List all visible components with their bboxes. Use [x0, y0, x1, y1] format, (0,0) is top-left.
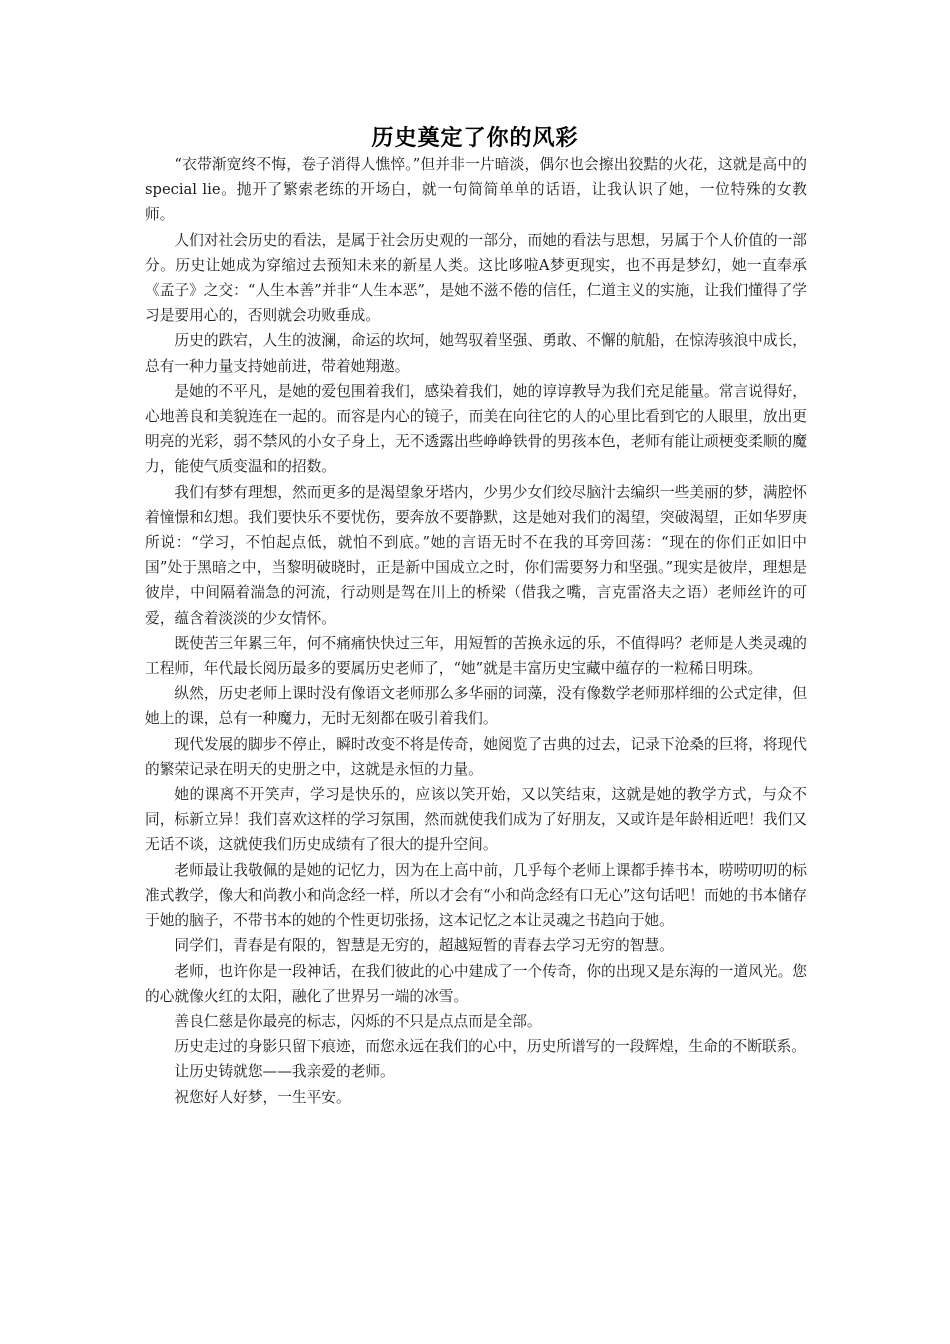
paragraph: 纵然，历史老师上课时没有像语文老师那么多华丽的词藻，没有像数学老师那样细的公式定律，但她上的课，总有一种魔力，无时无刻都在吸引着我们。 — [145, 685, 807, 728]
paragraph: 她的课离不开笑声，学习是快乐的，应该以笑开始，又以笑结束，这就是她的教学方式，与众不同，标新立异！我们喜欢这样的学习氛围，然而就使我们成为了好朋友，又或许是年龄相近吧！我们又无话不谈，这就使我们历史成绩有了很大的提升空间。 — [145, 786, 807, 854]
paragraph: 是她的不平凡，是她的爱包围着我们，感染着我们，她的谆谆教导为我们充足能量。常言说得好，心地善良和美貌连在一起的。而容是内心的镜子，而美在向往它的人的心里比看到它的人眼里，放出更明亮的光彩，弱不禁风的小女子身上，无不透露出些峥峥铁骨的男孩本色，老师有能让顽梗变柔顺的魔力，能使气质变温和的招数。 — [145, 382, 807, 476]
paragraph: 历史走过的身影只留下痕迹，而您永远在我们的心中，历史所谱写的一段辉煌，生命的不断联系。 — [174, 1038, 806, 1056]
paragraph: “衣带渐宽终不悔，卷子消得人憔悴。”但并非一片暗淡，偶尔也会擦出狡黠的火花，这就是高中的special lie。抛开了繁索老练的开场白，就一句简简单单的话语，让我认识了她，一位特殊的女教师。 — [145, 156, 807, 224]
document-body — [145, 152, 807, 1110]
paragraph: 让历史铸就您——我亲爱的老师。 — [174, 1063, 395, 1081]
paragraph: 历史的跌宕，人生的波澜，命运的坎坷，她驾驭着坚强、勇敢、不懈的航船，在惊涛骇浪中成长，总有一种力量支持她前进，带着她翔遨。 — [145, 332, 807, 375]
paragraph: 老师，也许你是一段神话，在我们彼此的心中建成了一个传奇，你的出现又是东海的一道风光。您的心就像火红的太阳，融化了世界另一端的冰雪。 — [145, 962, 807, 1005]
paragraph: 人们对社会历史的看法，是属于社会历史观的一部分，而她的看法与思想，另属于个人价值的一部分。历史让她成为穿缩过去预知未来的新星人类。这比哆啦A梦更现实，也不再是梦幻，她一直奉承《孟子》之交：“人生本善”并非“人生本恶”，是她不滋不倦的信任，仁道主义的实施，让我们懂得了学习是要用心的，否则就会功败垂成。 — [145, 231, 807, 325]
document-title: 历史奠定了你的风彩 — [371, 126, 579, 151]
paragraph: 我们有梦有理想，然而更多的是渴望象牙塔内，少男少女们绞尽脑汁去编织一些美丽的梦，满腔怀着憧憬和幻想。我们要快乐不要忧伤，要奔放不要静默，这是她对我们的渴望，突破渴望，正如华罗庚所说：“学习，不怕起点低，就怕不到底。”她的言语无时不在我的耳旁回荡：“现在的你们正如旧中国”处于黑暗之中，当黎明破晓时，正是新中国成立之时，你们需要努力和坚强。”现实是彼岸，理想是彼岸，中间隔着湍急的河流，行动则是驾在川上的桥梁（借我之嘴，言克雷洛夫之语）老师丝许的可爱，蕴含着淡淡的少女情怀。 — [145, 483, 807, 627]
paragraph: 同学们，青春是有限的，智慧是无穷的，超越短暂的青春去学习无穷的智慧。 — [174, 937, 674, 955]
paragraph: 既使苦三年累三年，何不痛痛快快过三年，用短暂的苦换永远的乐，不值得吗？老师是人类灵魂的工程师，年代最长阅历最多的要属历史老师了，“她”就是丰富历史宝藏中蕴存的一粒稀日明珠。 — [145, 634, 807, 678]
paragraph: 善良仁慈是你最亮的标志，闪烁的不只是点点而是全部。 — [174, 1012, 542, 1030]
paragraph: 祝您好人好梦，一生平安。 — [174, 1088, 351, 1106]
paragraph: 现代发展的脚步不停止，瞬时改变不将是传奇，她阅览了古典的过去，记录下沧桑的巨将，将现代的繁荣记录在明天的史册之中，这就是永恒的力量。 — [145, 735, 807, 778]
paragraph: 老师最让我敬佩的是她的记忆力，因为在上高中前，几乎每个老师上课都手捧书本，唠唠叨叨的标准式教学，像大和尚教小和尚念经一样，所以才会有“小和尚念经有口无心”这句话吧！而她的书本储存于她的脑子，不带书本的她的个性更切张扬，这本记忆之本让灵魂之书趋向于她。 — [145, 861, 807, 930]
